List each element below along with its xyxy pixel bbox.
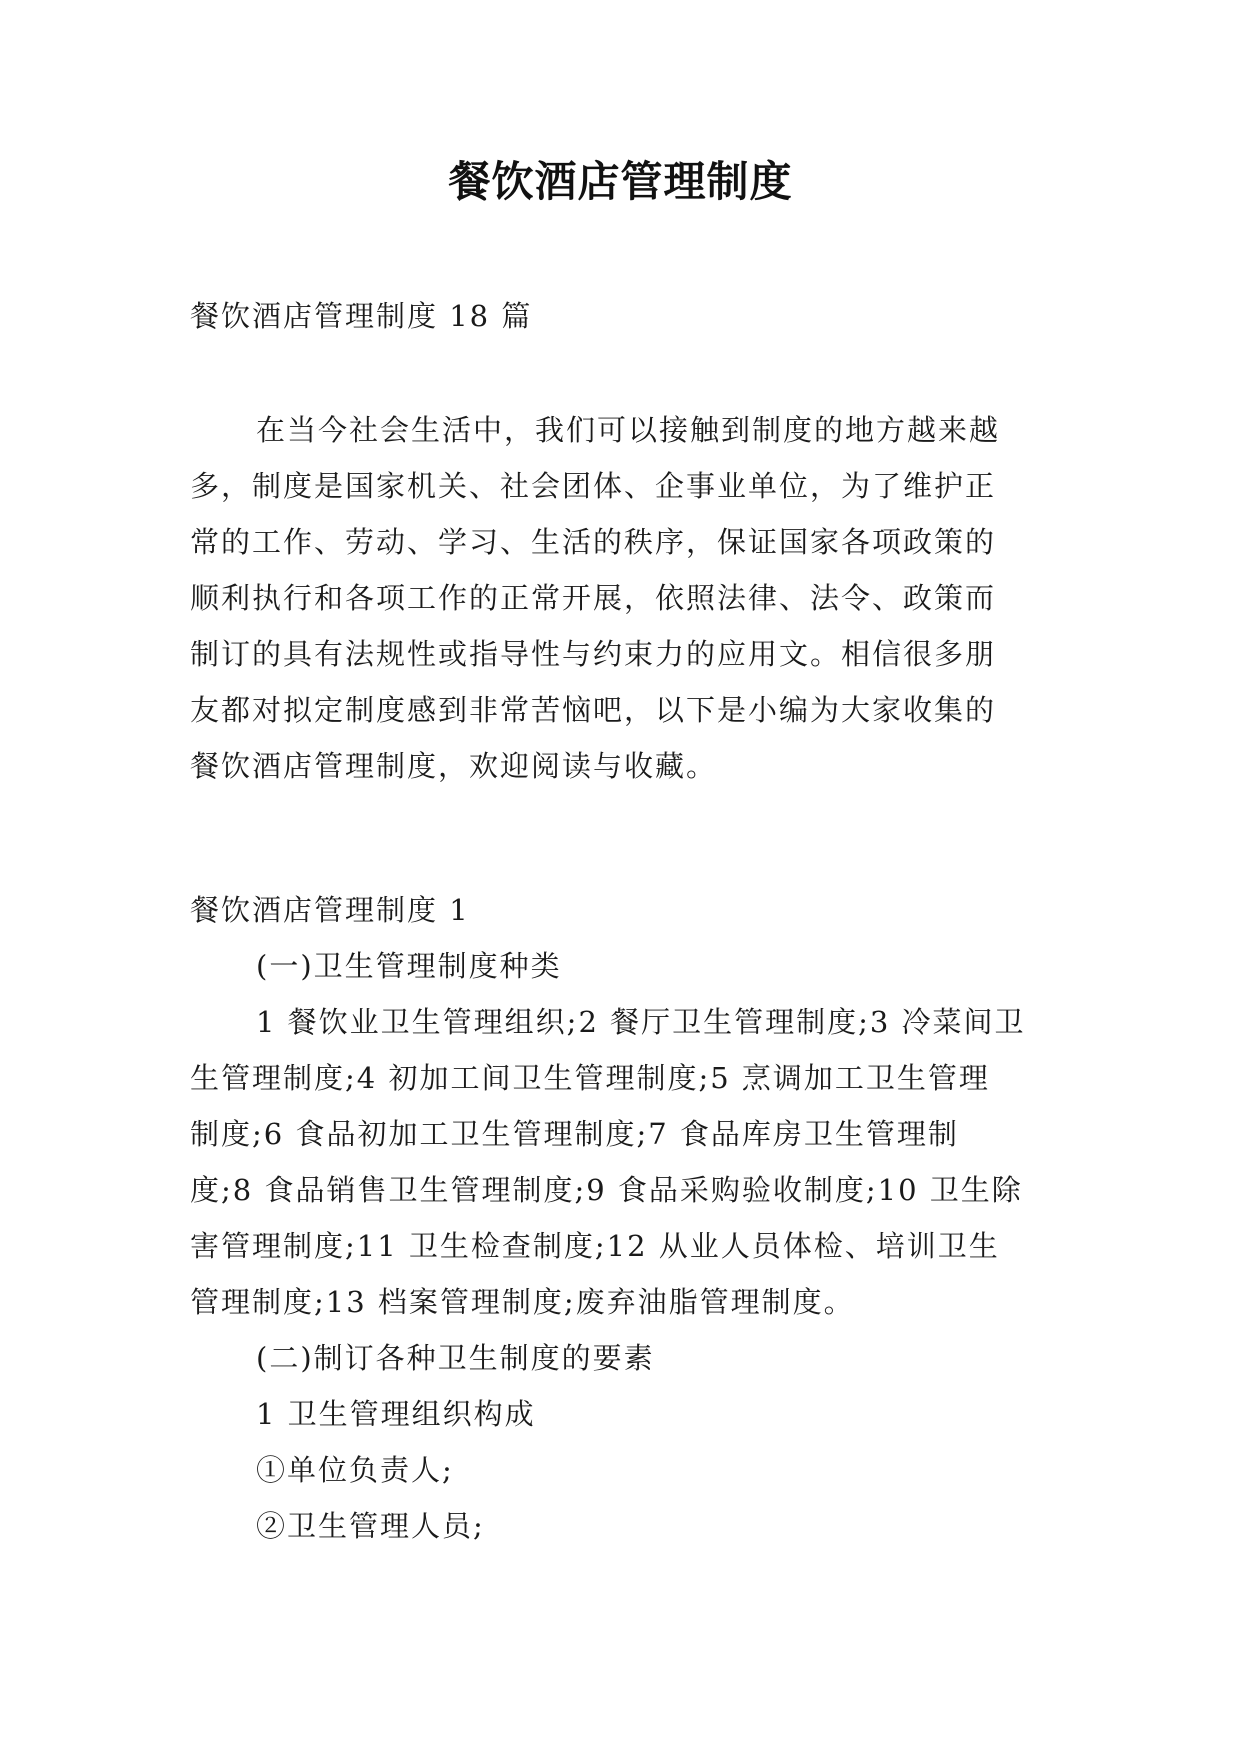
intro-line: 在当今社会生活中，我们可以接触到制度的地方越来越: [256, 413, 1001, 447]
part1-line: 害管理制度;11 卫生检查制度;12 从业人员体检、培训卫生: [190, 1229, 1000, 1263]
document-subtitle: [190, 288, 1070, 344]
intro-line: 制订的具有法规性或指导性与约束力的应用文。相信很多朋: [190, 637, 997, 671]
intro-line: 多，制度是国家机关、社会团体、企事业单位，为了维护正: [190, 469, 997, 503]
intro-line: 顺利执行和各项工作的正常开展，依照法律、法令、政策而: [190, 581, 997, 615]
part1-line: 制度;6 食品初加工卫生管理制度;7 食品库房卫生管理制: [190, 1117, 959, 1151]
section-heading: [190, 882, 1070, 938]
part1-line: 管理制度;13 档案管理制度;废弃油脂管理制度。: [190, 1285, 855, 1319]
intro-paragraph: [190, 402, 1070, 794]
section-body: [190, 938, 1070, 1554]
part2-list-item: ②卫生管理人员;: [256, 1509, 485, 1543]
part2-item-heading: 1 卫生管理组织构成: [256, 1397, 536, 1431]
intro-line: 餐饮酒店管理制度，欢迎阅读与收藏。: [190, 749, 718, 783]
document-title: 餐饮酒店管理制度: [448, 157, 793, 206]
intro-line: 常的工作、劳动、学习、生活的秩序，保证国家各项政策的: [190, 525, 997, 559]
part2-heading: (二)制订各种卫生制度的要素: [256, 1341, 655, 1375]
part2-list-item: ①单位负责人;: [256, 1453, 454, 1487]
section-heading-text: 餐饮酒店管理制度 1: [190, 893, 470, 927]
intro-line: 友都对拟定制度感到非常苦恼吧，以下是小编为大家收集的: [190, 693, 997, 727]
part1-line: 1 餐饮业卫生管理组织;2 餐厅卫生管理制度;3 冷菜间卫: [256, 1005, 1026, 1039]
subtitle-line: 餐饮酒店管理制度 18 篇: [190, 299, 533, 333]
part1-line: 生管理制度;4 初加工间卫生管理制度;5 烹调加工卫生管理: [190, 1061, 990, 1095]
part1-line: 度;8 食品销售卫生管理制度;9 食品采购验收制度;10 卫生除: [190, 1173, 1023, 1207]
part1-heading: (一)卫生管理制度种类: [256, 949, 562, 983]
